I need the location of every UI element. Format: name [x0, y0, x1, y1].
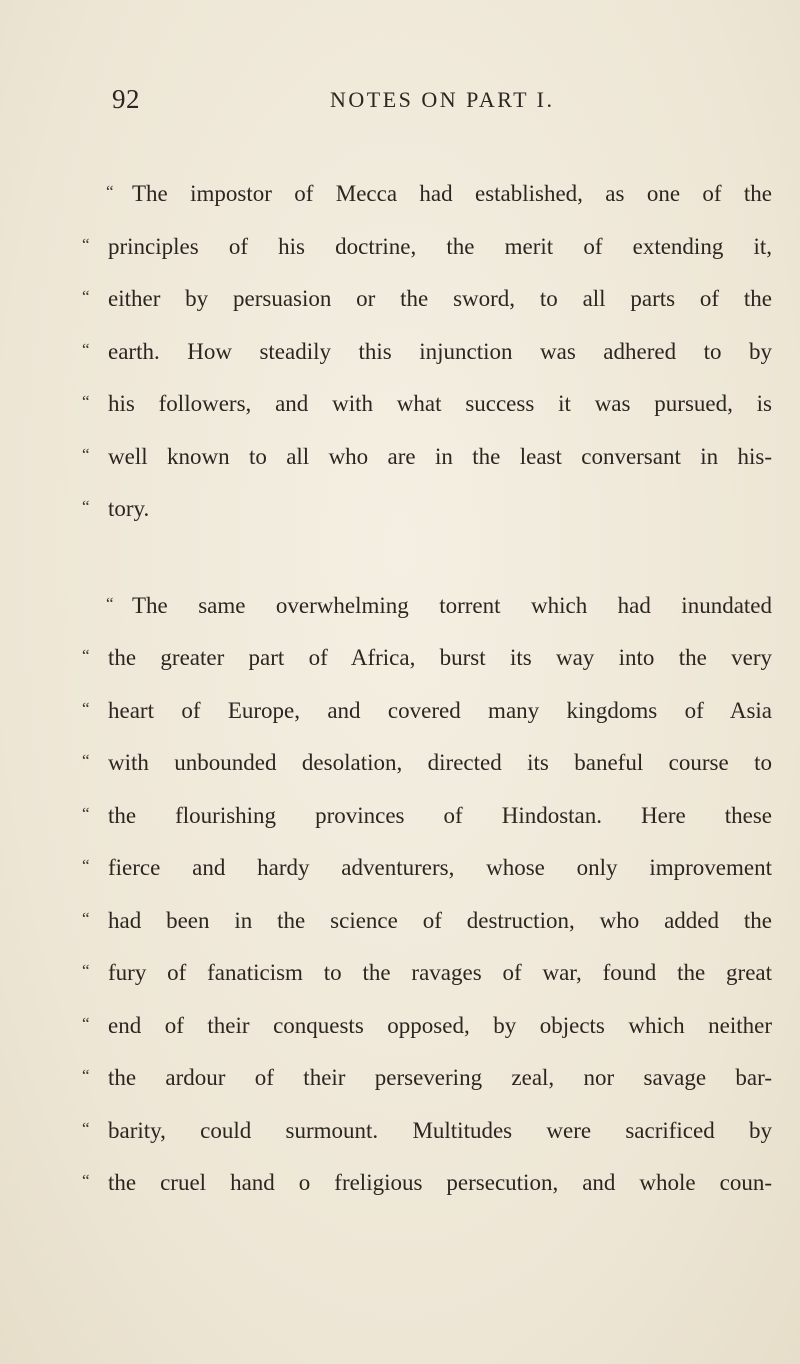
- line-text: earth. How steadily this injunction was adhered to by: [108, 338, 772, 364]
- quote-mark: “: [82, 803, 90, 823]
- line-text: well known to all who are in the least conversant in his-: [108, 443, 772, 469]
- line-text: the cruel hand o freligious persecution, and whole coun-: [108, 1170, 772, 1195]
- line-text: had been in the science of destruction, who added the: [108, 907, 772, 933]
- line-text: his followers, and with what success it was pursued, is: [108, 391, 772, 416]
- line-text: fury of fanaticism to the ravages of war, found the great: [108, 960, 772, 985]
- text-line: [82, 580, 772, 633]
- page-header: [0, 84, 800, 120]
- line-text: The impostor of Mecca had established, as one of the: [132, 181, 772, 206]
- quote-mark: “: [82, 961, 90, 980]
- line-text: the greater part of Africa, burst its way into the very: [108, 645, 772, 670]
- quote-mark: “: [106, 593, 114, 613]
- quote-mark: “: [82, 751, 90, 770]
- quote-mark: “: [82, 646, 90, 665]
- quote-mark: “: [82, 856, 90, 875]
- paragraph: [82, 168, 772, 536]
- quote-mark: “: [82, 1066, 90, 1085]
- text-line: [82, 431, 772, 484]
- quote-mark: “: [82, 1118, 90, 1138]
- text-line: [82, 842, 772, 895]
- line-text: end of their conquests opposed, by objects which neither: [108, 1012, 772, 1038]
- quote-mark: “: [82, 444, 90, 464]
- text-line: [82, 1210, 772, 1263]
- page-number: 92: [112, 84, 140, 114]
- line-text: heart of Europe, and covered many kingdoms of Asia: [108, 697, 772, 723]
- quote-mark: “: [82, 1171, 90, 1190]
- running-head: NOTES ON PART I.: [330, 87, 555, 112]
- line-text: the flourishing provinces of Hindostan. Here these: [108, 802, 772, 828]
- line-text: the ardour of their persevering zeal, nor savage bar-: [108, 1065, 772, 1090]
- text-line: [82, 1105, 772, 1158]
- text-line: [82, 737, 772, 790]
- line-text: principles of his doctrine, the merit of extending it,: [108, 233, 772, 259]
- line-text: fierce and hardy adventurers, whose only improvement: [108, 855, 772, 880]
- quote-mark: “: [82, 392, 90, 411]
- text-line: [82, 483, 772, 536]
- quote-mark: “: [82, 698, 90, 718]
- quote-mark: “: [106, 182, 114, 201]
- text-line: [82, 1052, 772, 1105]
- text-line: [82, 326, 772, 379]
- line-text: barity, could surmount. Multitudes were sacrificed by: [108, 1117, 772, 1143]
- text-line: [82, 632, 772, 685]
- body-text: [82, 168, 772, 1262]
- text-line: [82, 947, 772, 1000]
- text-line: [82, 895, 772, 948]
- text-line: [82, 790, 772, 843]
- paragraph: [82, 580, 772, 1263]
- quote-mark: “: [82, 1013, 90, 1033]
- line-text: either by persuasion or the sword, to all parts of the: [108, 286, 772, 311]
- line-text: The same overwhelming torrent which had inundated: [132, 592, 772, 618]
- quote-mark: “: [82, 234, 90, 254]
- text-line: [82, 221, 772, 274]
- text-line: [82, 1000, 772, 1053]
- quote-mark: “: [82, 339, 90, 359]
- quote-mark: “: [82, 287, 90, 306]
- line-text: with unbounded desolation, directed its baneful course to: [108, 750, 772, 775]
- text-line: [82, 685, 772, 738]
- line-text: tory.: [108, 496, 150, 521]
- quote-mark: “: [82, 497, 90, 516]
- text-line: [82, 168, 772, 221]
- quote-mark: “: [82, 908, 90, 928]
- text-line: [82, 1157, 772, 1210]
- text-line: [82, 378, 772, 431]
- text-line: [82, 273, 772, 326]
